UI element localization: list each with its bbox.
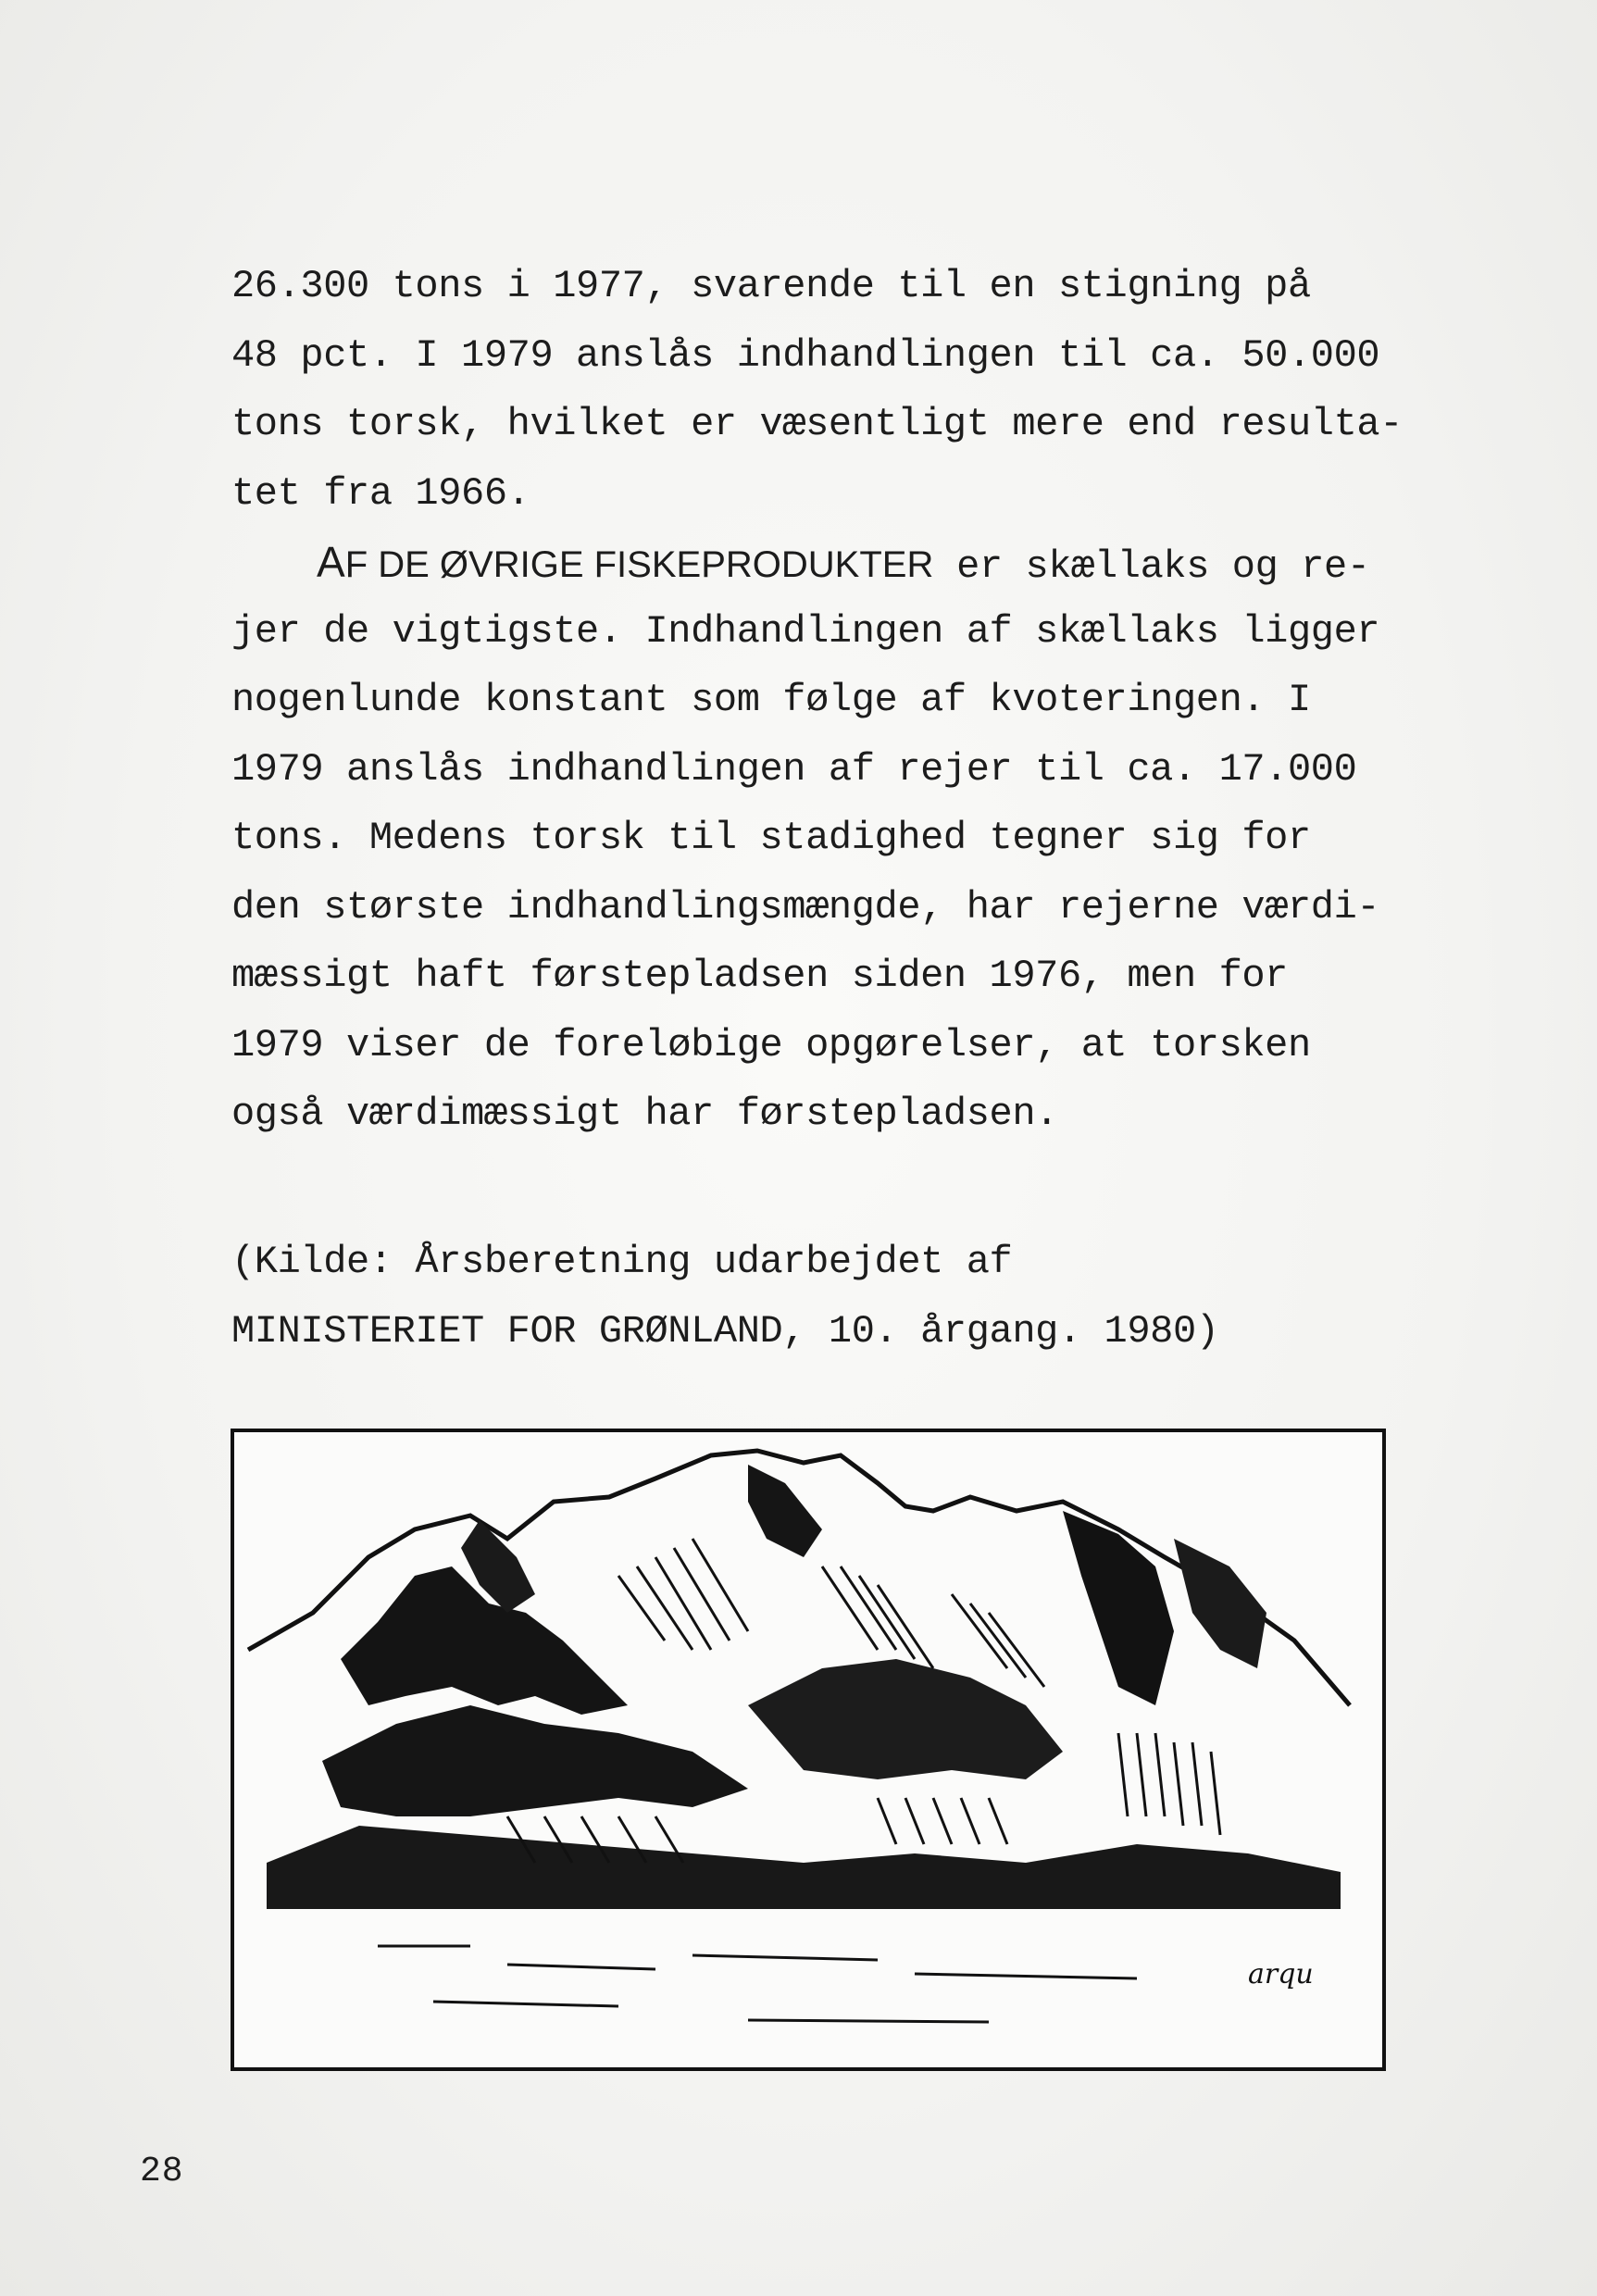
main-text [231, 252, 1435, 1149]
page-number: 28 [140, 2152, 184, 2191]
p2-line: også værdimæssigt har førstepladsen. [231, 1092, 1058, 1136]
p2-line: den største indhandlingsmængde, har rejerne værdi- [231, 884, 1380, 930]
artist-signature: arqu [1248, 1958, 1314, 1990]
mountain-landscape-icon [230, 1428, 1387, 2072]
section-heading-initial: A [317, 538, 345, 586]
p2-first-line [231, 528, 1435, 597]
source-line: MINISTERIET FOR GRØNLAND, 10. årgang. 1980) [231, 1308, 1219, 1354]
p2-line: mæssigt haft førstepladsen siden 1976, men for [231, 954, 1288, 998]
p2-line: 1979 viser de foreløbige opgørelser, at torsken [231, 1022, 1311, 1067]
p2-line: nogenlunde konstant som følge af kvoteringen. I [231, 678, 1311, 722]
p2-line: tons. Medens torsk til stadighed tegner sig for [231, 816, 1311, 860]
p2-line: jer de vigtigste. Indhandlingen af skællaks ligger [231, 608, 1380, 654]
p2-line-rest: er skællaks og re- [933, 544, 1370, 589]
p2-line: 1979 anslås indhandlingen af rejer til ca. 17.000 [231, 746, 1357, 792]
p1-line: 48 pct. I 1979 anslås indhandlingen til ca. 50.000 [231, 332, 1380, 378]
source-line: (Kilde: Årsberetning udarbejdet af [231, 1240, 1013, 1284]
p1-line: 26.300 tons i 1977, svarende til en stigning på [231, 264, 1311, 308]
p1-line: tons torsk, hvilket er væsentligt mere end resulta- [231, 402, 1404, 446]
section-heading: F DE ØVRIGE FISKEPRODUKTER [344, 544, 934, 585]
source-citation [231, 1228, 1435, 1366]
p1-line: tet fra 1966. [231, 470, 530, 516]
